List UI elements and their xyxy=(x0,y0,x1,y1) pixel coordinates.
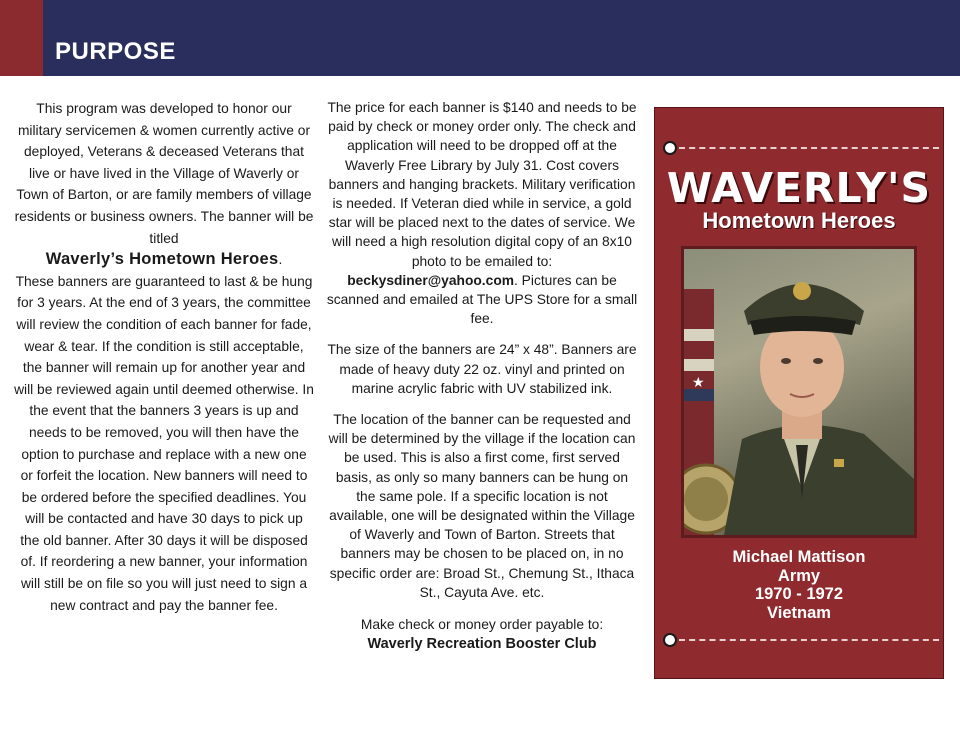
purpose-intro: This program was developed to honor our military servicemen & women currently active or deployed, Veterans & deceased Veterans that live or have lived in the Village of Waverly or Town of Barton, or are family members of village residents or business owners. The banner will be titled xyxy=(14,101,314,246)
dashed-line-top xyxy=(679,147,939,149)
dashed-line-bottom xyxy=(679,639,939,641)
veteran-name: Michael Mattison xyxy=(732,548,866,566)
veteran-conflict: Vietnam xyxy=(767,604,831,622)
soldier-photo xyxy=(681,246,917,538)
purpose-column xyxy=(14,98,314,616)
payee-name: Waverly Recreation Booster Club xyxy=(367,636,597,653)
payable-paragraph xyxy=(326,615,638,654)
veteran-years: 1970 - 1972 xyxy=(754,585,844,603)
veteran-branch: Army xyxy=(777,567,821,585)
grommet-bottom xyxy=(663,633,677,647)
title-period: . xyxy=(278,252,283,268)
banner-subtitle: Hometown Heroes xyxy=(702,208,896,233)
price-paragraph xyxy=(326,98,638,328)
size-paragraph: The size of the banners are 24” x 48”. Banners are made of heavy duty 22 oz. vinyl and printed on marine acrylic fabric with UV stabilized ink. xyxy=(327,342,637,396)
grommet-top xyxy=(663,141,677,155)
location-paragraph: The location of the banner can be requested and will be determined by the village if the location can be used. This is also a first come, first served basis, as only so many banners can be hung on the same pole. If a specific location is not available, one will be designated within the Village of Waverly and Town of Barton. Streets that banners may be chosen to be placed on, in no specific order are: Broad St., Chemung St., Ithaca St., Cayuta Ave. etc. xyxy=(328,412,636,600)
header-bar xyxy=(0,0,960,76)
price-text: The price for each banner is $140 and needs to be paid by check or money order only. The check and application will need to be dropped off at the Waverly Free Library by July 31. Cost covers banners and hanging brackets. Military verification is needed. If Veteran died while in service, a gold star will be placed next to the dates of service. We will need a high resolution digital copy of an 8x10 photo to be emailed to: xyxy=(327,100,637,269)
header-accent xyxy=(0,0,43,76)
banner-title: WAVERLY'S xyxy=(666,164,932,212)
banner-sample xyxy=(654,107,944,679)
details-column xyxy=(326,98,638,654)
banner-title-text: Waverly’s Hometown Heroes xyxy=(45,250,279,269)
purpose-paragraph xyxy=(14,98,314,616)
svg-text:★: ★ xyxy=(692,375,705,391)
soldier-portrait-icon xyxy=(684,249,914,535)
payable-label: Make check or money order payable to: xyxy=(360,617,604,633)
email-address: beckysdiner@yahoo.com xyxy=(347,272,515,288)
email-after-text: . Pictures can be scanned and emailed at The UPS Store for a small fee. xyxy=(326,272,638,327)
purpose-rest: These banners are guaranteed to last & be hung for 3 years. At the end of 3 years, the committee will review the condition of each banner for fade, wear & tear. If the condition is still acceptable, the banner will remain up for another year and will be reviewed again until deemed otherwise. In the event that the banners 3 years is up and needs to be removed, you will then have the option to purchase and replace with a new one or forfeit the location. New banners will need to be ordered before the specified deadlines. You will be contacted and have 30 days to pick up the old banner. After 30 days it will be disposed of. If reordering a new banner, your information will still be on file so you will just need to sign a new contract and pay the banner fee. xyxy=(14,273,314,613)
page-title: PURPOSE xyxy=(55,38,176,65)
